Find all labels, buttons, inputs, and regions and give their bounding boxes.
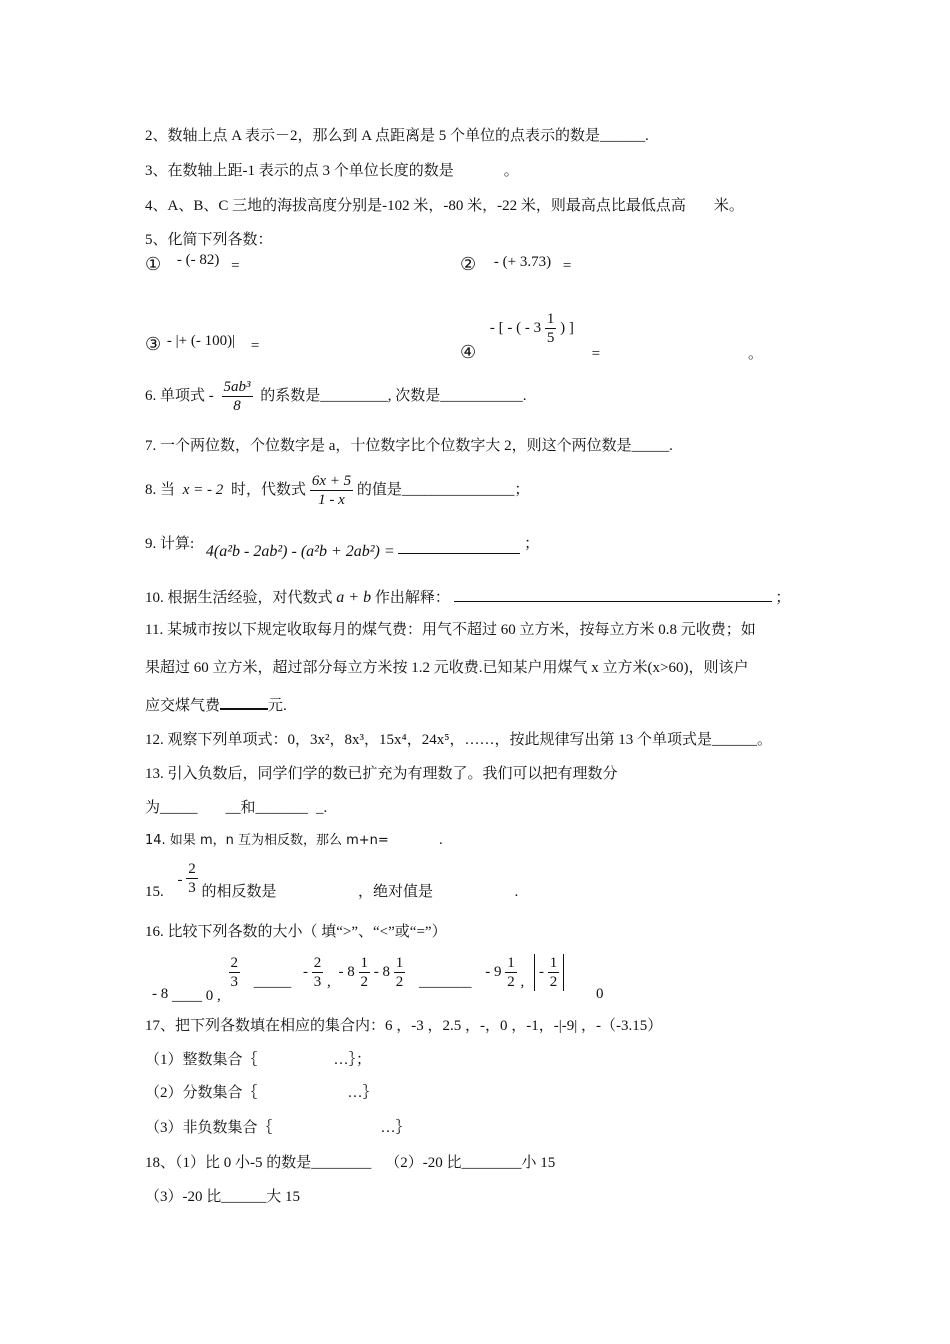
q11-line-2-text: 果超过 60 立方米，超过部分每立方米按 1.2 元收费.已知某户用煤气 x 立方米(x>60)，则该户 [145, 660, 749, 676]
question-13-line-2 [145, 798, 327, 818]
question-16-items [152, 954, 604, 1004]
q17-set-1 [145, 1050, 371, 1070]
q10-pre: 10. 根据生活经验，对代数式 [145, 590, 333, 606]
q6-fraction [222, 378, 253, 415]
q16-p3-sign: - [303, 963, 308, 980]
q11-line-3-pre: 应交煤气费 [145, 698, 221, 714]
q13-line-2-c: _. [316, 800, 328, 816]
q16-p3-fraction [312, 954, 324, 991]
q6-post: 的系数是_________, 次数是___________. [260, 387, 527, 404]
q16-p2-num: 2 [230, 955, 238, 971]
q16-p5-fraction [394, 954, 406, 991]
q16-p3-num: 2 [313, 955, 322, 971]
q10-post: ； [775, 590, 791, 606]
q15-fraction [186, 860, 198, 897]
q9-expr: 4(a²b - 2ab²) - (a²b + 2ab²) = [205, 543, 395, 560]
q16-p7-abs: - $\frac{1}{2}$ [534, 954, 564, 991]
q15-end: . [514, 883, 519, 900]
question-5-title [145, 230, 273, 250]
question-7-text: 7. 一个两位数，个位数字是 a，十位数字比个位数字大 2，则这个两位数是_____. [145, 438, 673, 454]
q8-fraction-den: 1 - x [318, 492, 345, 508]
q13-line-1-text: 13. 引入负数后，同学们学的数已扩充为有理数了。我们可以把有理数分 [145, 766, 618, 782]
q16-p6-fraction [505, 954, 517, 991]
question-12-text: 12. 观察下列单项式：0，3x²，8x³，15x⁴，24x⁵，……，按此规律写出第 13 个单项式是______。 [145, 732, 772, 748]
question-4-end: 米。 [713, 198, 744, 214]
q6-pre: 6. 单项式 - [145, 387, 214, 404]
q15-num: 15. [145, 883, 164, 900]
question-14-end: . [438, 833, 443, 848]
q16-p5-den: 2 [395, 974, 404, 990]
q16-p8: 0 [596, 985, 604, 1002]
q17-set-3-end: …｝ [380, 1120, 411, 1136]
q9-post: ； [524, 536, 540, 552]
question-7 [145, 436, 673, 456]
question-11-line-3 [145, 694, 287, 716]
q6-fraction-num: 5ab³ [223, 379, 251, 395]
question-18-line-1 [145, 1153, 555, 1173]
q16-p4-den: 2 [360, 974, 368, 990]
question-4-text: 4、A、B、C 三地的海拔高度分别是-102 米，-80 米，-22 米，则最高点比最低点高 [145, 198, 686, 214]
q5-item-4-num: ④ [460, 341, 477, 362]
q9-answer-blank[interactable] [398, 539, 520, 554]
question-12 [145, 730, 772, 750]
q16-p2-den: 3 [230, 974, 238, 990]
q16-p1: - 8 [152, 985, 169, 1002]
q16-p3-comma: , [327, 973, 331, 990]
q15-fraction-den: 3 [188, 880, 196, 896]
q8-cond: x = - 2 [182, 481, 224, 498]
q16-p5-blank: _______ [419, 973, 472, 990]
question-4 [145, 196, 744, 216]
q9-pre: 9. 计算: [145, 536, 195, 552]
q5-item-4-fraction-num: 1 [546, 311, 555, 327]
q17-set-1-label: （1）整数集合｛ [145, 1052, 258, 1068]
q5-item-4-expr-post: ) ] [560, 319, 574, 336]
q18-part-2: （2）-20 比________小 15 [385, 1155, 556, 1171]
q16-p3-den: 3 [313, 974, 322, 990]
q17-set-1-end: …｝； [333, 1052, 372, 1068]
q8-pre: 8. 当 [145, 481, 176, 498]
q13-line-2-b: __和_______ [225, 800, 309, 816]
q17-set-3-label: （3）非负数集合｛ [145, 1120, 273, 1136]
q15-mid: 的相反数是 [201, 883, 277, 900]
question-11-line-1 [145, 620, 756, 640]
question-18-line-2 [145, 1187, 300, 1207]
question-2-text: 2、数轴上点 A 表示－2，那么到 A 点距离是 5 个单位的点表示的数是______. [145, 128, 649, 144]
q11-line-3-post: 元. [268, 698, 287, 714]
q17-set-2-end: …｝ [347, 1085, 378, 1101]
q10-answer-blank[interactable] [454, 587, 772, 602]
q5-item-4-expr-pre: - [ - ( - 3 [489, 319, 542, 336]
q8-fraction [310, 472, 353, 509]
q16-p7-den: 2 [549, 974, 558, 990]
q17-set-2 [145, 1083, 378, 1103]
q16-p6-den: 2 [507, 974, 515, 990]
q16-p6-num: 1 [507, 955, 515, 971]
q5-item-3-expr: - |+ (- 100)| [166, 333, 236, 349]
q16-p6-comma: , [520, 973, 525, 990]
question-6 [145, 378, 527, 415]
q5-item-4-fraction [545, 310, 557, 347]
q11-answer-blank[interactable] [220, 694, 268, 710]
q10-mid: 作出解释： [374, 590, 450, 606]
q5-end-text: 。 [748, 346, 764, 362]
q16-p5-num: 1 [395, 955, 404, 971]
q17-set-3 [145, 1118, 411, 1138]
q16-p4-num: 1 [360, 955, 368, 971]
q16-p7-num: 1 [549, 955, 558, 971]
question-3-text: 3、在数轴上距-1 表示的点 3 个单位长度的数是 [145, 163, 454, 179]
q16-p6: - 9 [485, 963, 502, 980]
q8-fraction-num: 6x + 5 [311, 473, 352, 489]
question-3 [145, 161, 519, 181]
q5-item-4-fraction-den: 5 [546, 330, 555, 346]
q16-p4: - 8 [338, 963, 355, 980]
q18-part-1: 18、（1）比 0 小-5 的数是________ [145, 1155, 372, 1171]
q5-item-4-eq: = [591, 345, 601, 362]
q5-item-1-num: ① [145, 254, 162, 274]
q16-p1-blank: ____ 0 , [172, 987, 221, 1004]
q5-item-3 [145, 334, 259, 355]
q16-title-text: 16. 比较下列各数的大小（ 填“>”、“<”或“=”） [145, 924, 447, 940]
q16-p2-fraction [229, 954, 241, 991]
q11-line-1-text: 11. 某城市按以下规定收取每月的煤气费：用气不超过 60 立方米，按每立方米 0.8 元收费；如 [145, 622, 756, 638]
q5-end [748, 342, 763, 363]
q16-p7-fraction [548, 954, 560, 991]
q17-title-text: 17、把下列各数填在相应的集合内：6 ，-3 ，2.5 ，-，0 ，-1，-|-9| ，-（-3.15） [145, 1018, 663, 1034]
question-3-end: 。 [503, 163, 519, 179]
question-14 [145, 831, 443, 851]
question-5-title-text: 5、化简下列各数： [145, 232, 273, 248]
question-10 [145, 586, 790, 607]
q18-part-3: （3）-20 比______大 15 [145, 1189, 300, 1205]
q16-p4-fraction [359, 954, 371, 991]
q5-item-2 [460, 254, 571, 275]
q17-set-2-label: （2）分数集合｛ [145, 1085, 258, 1101]
q16-p5: - 8 [373, 963, 390, 980]
question-16-title [145, 922, 447, 942]
q15-mid-2: ，绝对值是 [358, 883, 434, 900]
q5-item-1 [145, 254, 240, 275]
q5-item-1-eq: = [231, 258, 240, 274]
q5-item-2-expr: - (+ 3.73) [493, 254, 552, 270]
q5-item-1-expr: - (- 82) [176, 252, 220, 268]
q5-item-4 [460, 310, 601, 362]
q16-p2-blank: _____ [253, 973, 292, 990]
q5-item-2-num: ② [460, 254, 477, 274]
question-15: 15. - $\frac{2}{3}$ 的相反数是 ，绝对值是 . [145, 861, 519, 900]
q5-item-2-eq: = [562, 258, 572, 274]
q6-fraction-den: 8 [233, 398, 241, 414]
question-17-title [145, 1016, 662, 1036]
q10-expr: a + b [336, 589, 372, 606]
q8-mid: 时，代数式 [231, 481, 307, 498]
q15-fraction-num: 2 [188, 861, 196, 877]
q5-item-3-eq: = [250, 338, 260, 354]
q8-post: 的值是_______________； [356, 481, 530, 498]
question-11-line-2 [145, 658, 748, 678]
q5-item-3-num: ③ [145, 334, 162, 354]
question-2 [145, 126, 649, 146]
question-8 [145, 472, 529, 509]
question-13-line-1 [145, 764, 618, 784]
question-9 [145, 532, 540, 560]
question-14-text: 14. 如果 m，n 互为相反数，那么 m+n= [145, 833, 389, 848]
q13-line-2-a: 为_____ [145, 800, 198, 816]
